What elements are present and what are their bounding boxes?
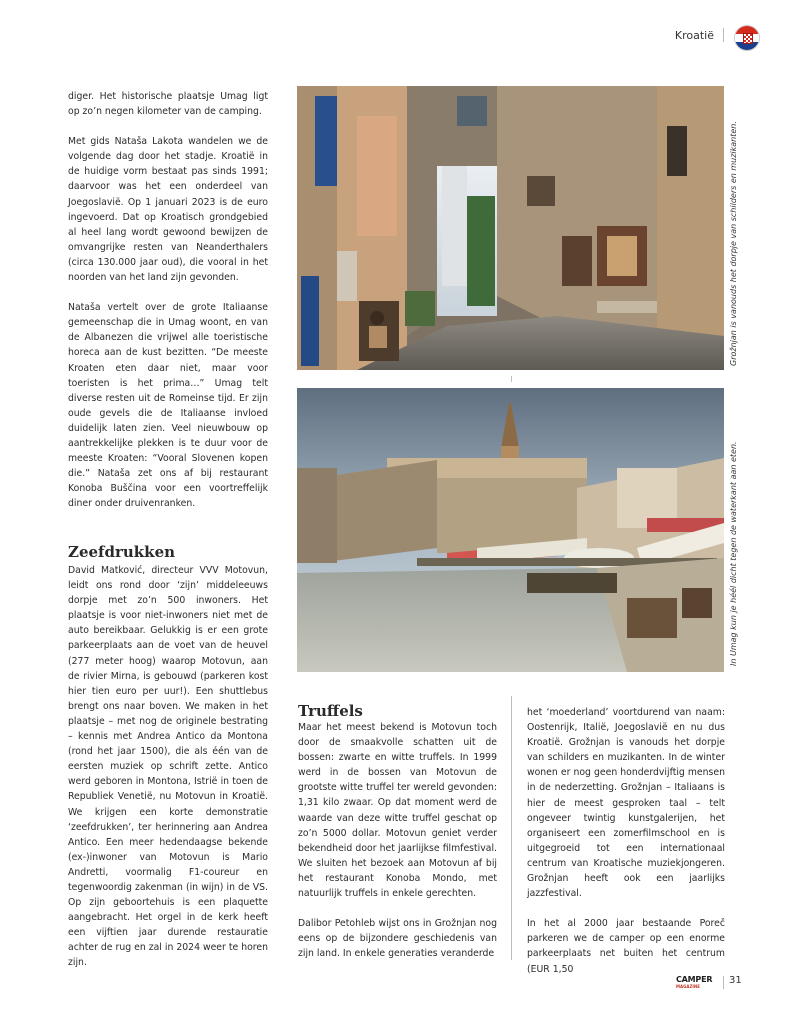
column-rule xyxy=(511,696,512,960)
text-column-1-continued xyxy=(68,563,268,986)
camper-magazine-logo: CAMPER MAGAZINE xyxy=(676,975,713,989)
photo-caption: Grožnjan is vanouds het dorpje van schilders en muzikanten. xyxy=(729,121,738,366)
paragraph: diger. Het historische plaatsje Umag ligt op zo’n negen kilometer van de camping. xyxy=(68,91,268,118)
text-column-3 xyxy=(527,705,725,992)
paragraph: Met gids Nataša Lakota wandelen we de volgende dag door het stadje. Kroatië in de huidige vorm bestaat pas sinds 1991; daarvoor was het een onderdeel van Joegoslavië. Op 1 januari 2023 is de euro ingevoerd. Dat op Kroatisch grondgebied al heel lang wordt gewoond bewijzen de omvangrijke resten van Neanderthalers (circa 130.000 jaar oud), die vooral in het noorden van het land zijn gevonden. xyxy=(68,136,268,284)
photo-groznjan-alley xyxy=(297,86,724,370)
section-heading-zeefdrukken: Zeefdrukken xyxy=(68,543,176,561)
page-number: 31 xyxy=(729,975,742,986)
paragraph: David Matković, directeur VVV Motovun, leidt ons rond door ‘zijn’ middeleeuws dorpje met zo’n 500 inwoners. Het plaatsje is voor niet-inwoners niet met de auto bereikbaar. Gelukkig is er een grote parkeerplaats aan de voet van de heuvel (277 meter hoog) waarop Motovun, aan de rivier Mirna, is gebouwd (parkeren kost hier tien euro per uur!). Een shuttlebus brengt ons naar boven. We maken in het plaatsje – met nog de originele bestrating – kennis met Andrea Antico da Montona (rond het jaar 1500), die als één van de eersten muziek op schrift zette. Antico werd geboren in Montona, Istrië in toen de Republiek Venetië, nu Motovun in Kroatië. We krijgen een korte demonstratie ‘zeefdrukken’, ter herinnering aan Andrea Antico. Een meer hedendaagse bekende (ex-)inwoner van Motovun is Mario Andretti, voormalig F1-coureur en tegenwoordig zakenman (in wijn) in de VS. Op zijn geboortehuis is een plaquette aangebracht. Het orgel in de kerk heeft een vijftien jaar durende restauratie achter de rug en zal in 2024 weer te horen zijn. xyxy=(68,565,268,969)
paragraph: Dalibor Petohleb wijst ons in Grožnjan nog eens op de bijzondere geschiedenis van zijn land. In enkele generaties veranderde xyxy=(298,918,497,960)
header-divider xyxy=(723,28,724,42)
text-column-2 xyxy=(298,720,497,976)
footer-divider xyxy=(723,976,724,989)
paragraph: Nataša vertelt over de grote Italiaanse gemeenschap die in Umag woont, en van de Albanezen die vrijwel alle toeristische horeca aan de kust bezitten. “De meeste Kroaten eten daar niet, maar voor toeristen is het prima…” Umag telt diverse resten uit de Romeinse tijd. Er zijn oude gevels die de Italiaanse invloed duidelijk laten zien. Veel nieuwbouw op aantrekkelijke plekken is te duur voor de meeste Kroaten: “Vooral Slovenen kopen die.” Nataša zet ons af bij restaurant Konoba Buščina voor een voortreffelijk diner onder druivenranken. xyxy=(68,302,268,510)
section-label: Kroatië xyxy=(674,29,714,42)
croatian-flag-icon xyxy=(734,25,760,51)
photo-umag-waterfront xyxy=(297,388,724,672)
text-column-1 xyxy=(68,89,268,535)
paragraph: het ‘moederland’ voortdurend van naam: Oostenrijk, Italië, Joegoslavië en nu dus Kroatië. Grožnjan is vanouds het dorpje van schilders en muzikanten. In de winter wonen er nog geen honderdvijftig mensen in de nederzetting. Grožnjan – Italiaans is hier de meest gesproken taal – telt ongeveer twintig kunstgalerijen, het organiseert een zomerfilmschool en is uitgegroeid tot een internationaal centrum van Kroatische muziekjongeren. Grožnjan heeft ook een jaarlijks jazzfestival. xyxy=(527,707,725,900)
photo-caption: In Umag kun je héél dicht tegen de waterkant aan eten. xyxy=(729,441,738,666)
column-rule xyxy=(511,376,512,382)
section-heading-truffels: Truffels xyxy=(298,702,363,720)
paragraph: In het al 2000 jaar bestaande Poreč parkeren we de camper op een enorme parkeerplaats net buiten het centrum (EUR 1,50 xyxy=(527,918,725,975)
paragraph: Maar het meest bekend is Motovun toch door de smaakvolle schatten uit de bossen: zwarte en witte truffels. In 1999 werd in de bossen van Motovun de grootste witte truffel ter wereld gevonden: 1,31 kilo zwaar. Op dat moment werd de waarde van deze witte truffel geschat op zo’n 5000 dollar. Motovun geniet verder bekendheid door het jaarlijkse filmfestival. We sluiten het bezoek aan Motovun af bij het restaurant Konoba Mondo, met natuurlijk truffels in enkele gerechten. xyxy=(298,722,497,900)
